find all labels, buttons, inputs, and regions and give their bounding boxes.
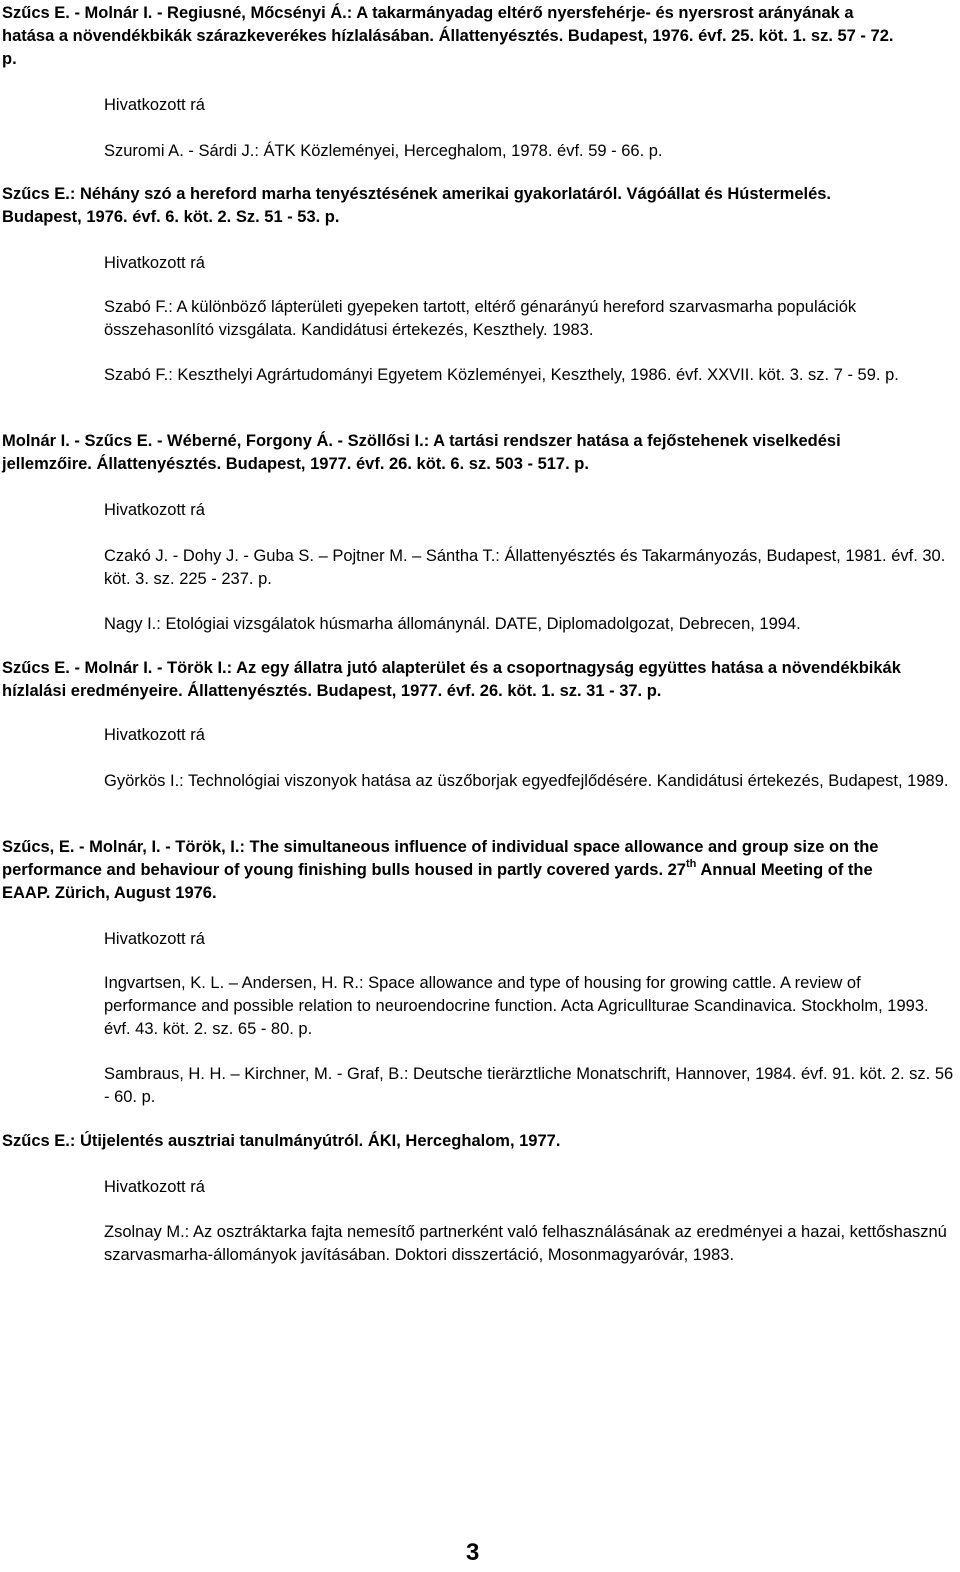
reference-3-citation-1: Czakó J. - Dohy J. - Guba S. – Pojtner M. – Sántha T.: Állattenyésztés és Takarmányozás, Budapest, 1981. évf. 30. köt. 3. sz. 225 - 237. p. (104, 547, 946, 588)
reference-4-citation-1: Györkös I.: Technológiai viszonyok hatása az üszőborjak egyedfejlődésére. Kandidátusi értekezés, Budapest, 1989. (104, 772, 949, 790)
reference-5-main-part2: Annual Meeting of the EAAP. Zürich, August 1976. (2, 861, 873, 902)
reference-1-cited-label: Hivatkozott rá (104, 96, 205, 114)
reference-5-main (2, 836, 908, 905)
reference-1-citation-1: Szuromi A. - Sárdi J.: ÁTK Közleményei, Herceghalom, 1978. évf. 59 - 66. p. (104, 142, 663, 160)
page-number: 3 (466, 1539, 480, 1566)
reference-5-citation-2: Sambraus, H. H. – Kirchner, M. - Graf, B.: Deutsche tierärztliche Monatschrift, Hannover, 1984. évf. 91. köt. 2. sz. 56 - 60. p. (104, 1065, 954, 1106)
reference-5-main-superscript: th (685, 858, 697, 870)
reference-5-cited-label: Hivatkozott rá (104, 930, 205, 948)
reference-2-citation-1: Szabó F.: A különböző lápterületi gyepeken tartott, eltérő génarányú hereford szarvasmarha populációk összehasonlító vizsgálata. Kandidátusi értekezés, Keszthely. 1983. (104, 298, 857, 339)
reference-2-main: Szűcs E.: Néhány szó a hereford marha tenyésztésének amerikai gyakorlatáról. Vágóállat és Hústermelés. Budapest, 1976. évf. 6. köt. 2. Sz. 51 - 53. p. (2, 185, 832, 226)
reference-6-cited-label: Hivatkozott rá (104, 1178, 205, 1196)
reference-3-main: Molnár I. - Szűcs E. - Wéberné, Forgony Á. - Szöllősi I.: A tartási rendszer hatása a fejőstehenek viselkedési jellemzőire. Állattenyésztés. Budapest, 1977. évf. 26. köt. 6. sz. 503 - 517. p. (2, 432, 841, 473)
reference-1-main: Szűcs E. - Molnár I. - Regiusné, Mőcsényi Á.: A takarmányadag eltérő nyersfehérje- és nyersrost arányának a hatása a növendékbikák szárazkeverékes hízlalásában. Állattenyésztés. Budapest, 1976. évf. 25. köt. 1. sz. 57 - 72. p. (2, 4, 894, 68)
reference-5-citation-1: Ingvartsen, K. L. – Andersen, H. R.: Space allowance and type of housing for growing cattle. A review of performance and possible relation to neuroendocrine function. Acta Agricullturae Scandinavica. Stockholm, 1993. évf. 43. köt. 2. sz. 65 - 80. p. (104, 974, 929, 1038)
reference-3-cited-label: Hivatkozott rá (104, 501, 205, 519)
reference-4-main: Szűcs E. - Molnár I. - Török I.: Az egy állatra jutó alapterület és a csoportnagyság együttes hatása a növendékbikák hízlalási eredményeire. Állattenyésztés. Budapest, 1977. évf. 26. köt. 1. sz. 31 - 37. p. (2, 659, 901, 700)
reference-6-citation-1: Zsolnay M.: Az osztráktarka fajta nemesítő partnerként való felhasználásának az eredményei a hazai, kettőshasznú szarvasmarha-állományok javításában. Doktori disszertáció, Mosonmagyaróvár, 1983. (104, 1223, 947, 1264)
reference-2-citation-2: Szabó F.: Keszthelyi Agrártudományi Egyetem Közleményei, Keszthely, 1986. évf. XXVII. köt. 3. sz. 7 - 59. p. (104, 366, 899, 384)
reference-6-main: Szűcs E.: Útijelentés ausztriai tanulmányútról. ÁKI, Herceghalom, 1977. (2, 1132, 561, 1150)
reference-5-main-part1: Szűcs, E. - Molnár, I. - Török, I.: The simultaneous influence of individual space allowance and group size on the performance and behaviour of young finishing bulls housed in partly covered yards. 27 (2, 838, 879, 879)
reference-2-cited-label: Hivatkozott rá (104, 254, 205, 272)
reference-3-citation-2: Nagy I.: Etológiai vizsgálatok húsmarha állománynál. DATE, Diplomadolgozat, Debrecen, 1994. (104, 615, 801, 633)
reference-4-cited-label: Hivatkozott rá (104, 726, 205, 744)
